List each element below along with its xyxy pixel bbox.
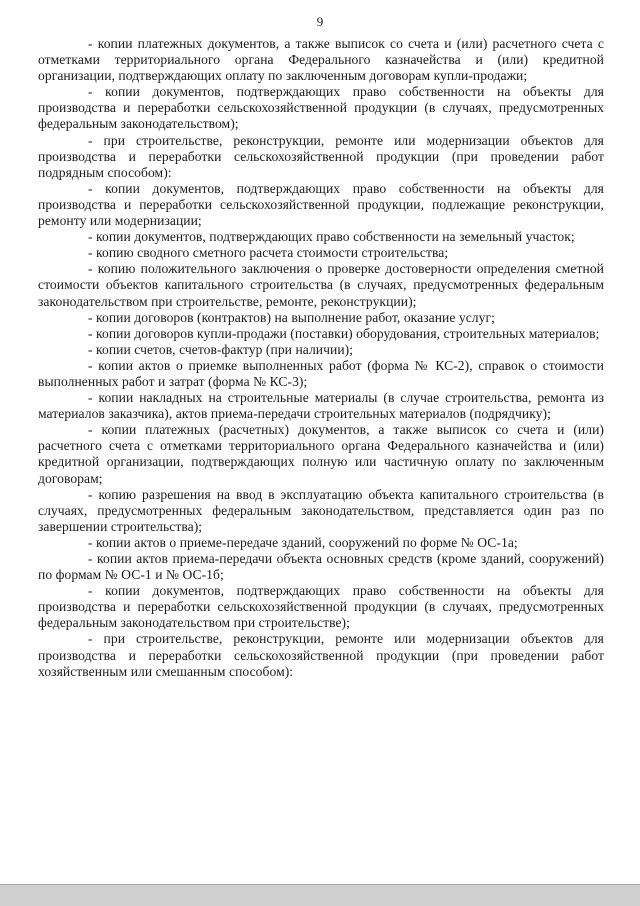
- paragraph-cost-estimate: - копию сводного сметного расчета стоимости строительства;: [88, 245, 449, 261]
- paragraph-ownership-reconstruction: - копии документов, подтверждающих право собственности на объекты для производства и переработки сельскохозяйственной продукции, подлежащие реконструкции, ремонту или модернизации;: [38, 180, 604, 229]
- paragraph-ownership-documents: - копии документов, подтверждающих право собственности на объекты для производства и переработки сельскохозяйственной продукции (в случаях, предусмотренных федеральным законодательством);: [38, 84, 604, 132]
- paragraph-construction-contract-method: - при строительстве, реконструкции, ремонте или модернизации объектов для производства и переработки сельскохозяйственной продукции (при проведении работ подрядным способом):: [38, 132, 604, 180]
- document-body: [38, 36, 604, 680]
- paragraph-payment-settlement: - копии платежных (расчетных) документов, а также выписок со счета и (или) расчетного счета с отметками территориального органа Федерального казначейства и (или) кредитной организации, подтверждающих полную или частичную оплату по заключенным договорам;: [38, 422, 604, 486]
- paragraph-purchase-contracts: - копии договоров купли-продажи (поставки) оборудования, строительных материалов;: [88, 325, 600, 341]
- paragraph-work-contracts: - копии договоров (контрактов) на выполнение работ, оказание услуг;: [88, 309, 495, 325]
- paragraph-acceptance-acts: - копии актов о приемке выполненных работ (форма № КС-2), справок о стоимости выполненных работ и затрат (форма № КС-3);: [38, 357, 604, 389]
- paragraph-construction-economic-method: - при строительстве, реконструкции, ремонте или модернизации объектов для производства и переработки сельскохозяйственной продукции (при проведении работ хозяйственным или смешанным способом):: [38, 631, 604, 679]
- paragraph-estimate-verification: - копию положительного заключения о проверке достоверности определения сметной стоимости объектов капитального строительства (в случаях, предусмотренных федеральным законодательством при строительстве, ремонте, реконструкции);: [38, 261, 604, 309]
- paragraph-payment-documents: - копии платежных документов, а также выписок со счета и (или) расчетного счета с отметками территориального органа Федерального казначейства и (или) кредитной организации, подтверждающих оплату по заключенным договорам купли-продажи;: [38, 36, 604, 84]
- paragraph-commissioning-permit: - копию разрешения на ввод в эксплуатацию объекта капитального строительства (в случаях, предусмотренных федеральным законодательством, представляется один раз по завершении строительства);: [38, 486, 604, 534]
- page-number: 9: [316, 14, 324, 29]
- paragraph-transfer-acts-os1: - копии актов приема-передачи объекта основных средств (кроме зданий, сооружений) по формам № ОС-1 и № ОС-1б;: [38, 551, 604, 583]
- paragraph-waybills: - копии накладных на строительные материалы (в случае строительства, ремонта из материалов заказчика), актов приема-передачи строительных материалов (подрядчику);: [38, 390, 604, 422]
- paragraph-ownership-construction: - копии документов, подтверждающих право собственности на объекты для производства и переработки сельскохозяйственной продукции (в случаях, предусмотренных федеральным законодательством при строительстве);: [38, 583, 604, 631]
- paragraph-invoices: - копии счетов, счетов-фактур (при наличии);: [88, 341, 354, 357]
- paragraph-land-ownership: - копии документов, подтверждающих право собственности на земельный участок;: [88, 229, 575, 245]
- scan-bottom-edge: [0, 884, 640, 906]
- paragraph-transfer-acts-os1a: - копии актов о приеме-передаче зданий, сооружений по форме № ОС-1а;: [88, 534, 518, 550]
